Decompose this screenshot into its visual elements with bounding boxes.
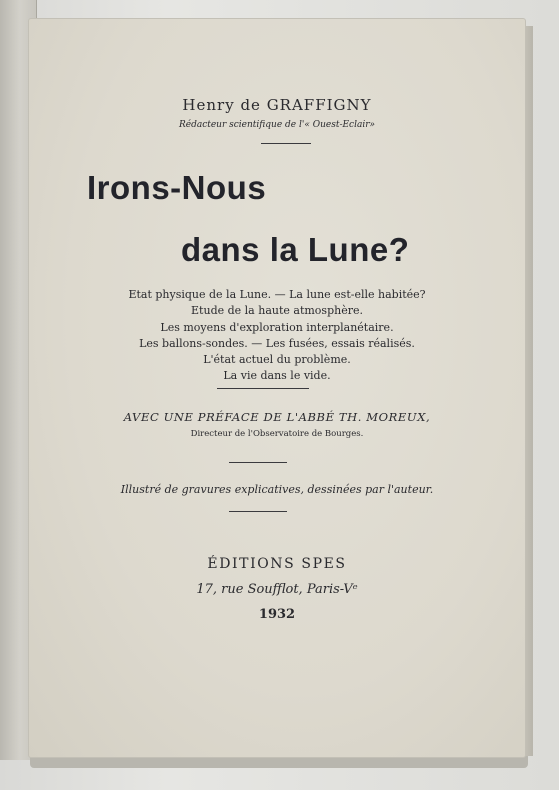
contents-item: L'état actuel du problème.: [203, 353, 351, 367]
preface-role: Directeur de l'Observatoire de Bourges.: [190, 429, 364, 439]
author-subtitle: Rédacteur scientifique de l'« Ouest-Eclair»: [178, 120, 376, 130]
divider-rule: [229, 511, 287, 512]
title-page: [28, 18, 526, 758]
illustrations-note: Illustré de gravures explicatives, dessinées par l'auteur.: [120, 483, 434, 496]
author-name: Henry de GRAFFIGNY: [182, 96, 372, 114]
preface-line: AVEC UNE PRÉFACE DE L'ABBÉ TH. MOREUX,: [123, 410, 431, 424]
publication-year: 1932: [258, 607, 296, 622]
contents-item: Les moyens d'exploration interplanétaire.: [160, 320, 394, 334]
divider-rule: [217, 388, 309, 389]
publisher-address: 17, rue Soufflot, Paris-Vᵉ: [196, 582, 358, 597]
contents-item: La vie dans le vide.: [223, 369, 331, 383]
contents-item: Les ballons-sondes. — Les fusées, essais réalisés.: [139, 336, 415, 350]
contents-item: Etat physique de la Lune. — La lune est-elle habitée?: [128, 288, 426, 301]
divider-rule: [229, 462, 287, 463]
publisher-name: ÉDITIONS SPES: [207, 556, 347, 572]
divider-rule: [261, 143, 311, 144]
contents-list: [29, 287, 525, 385]
title-line-2: dans la Lune?: [181, 231, 410, 268]
contents-item: Etude de la haute atmosphère.: [191, 304, 363, 318]
title-line-1: Irons-Nous: [87, 169, 267, 206]
